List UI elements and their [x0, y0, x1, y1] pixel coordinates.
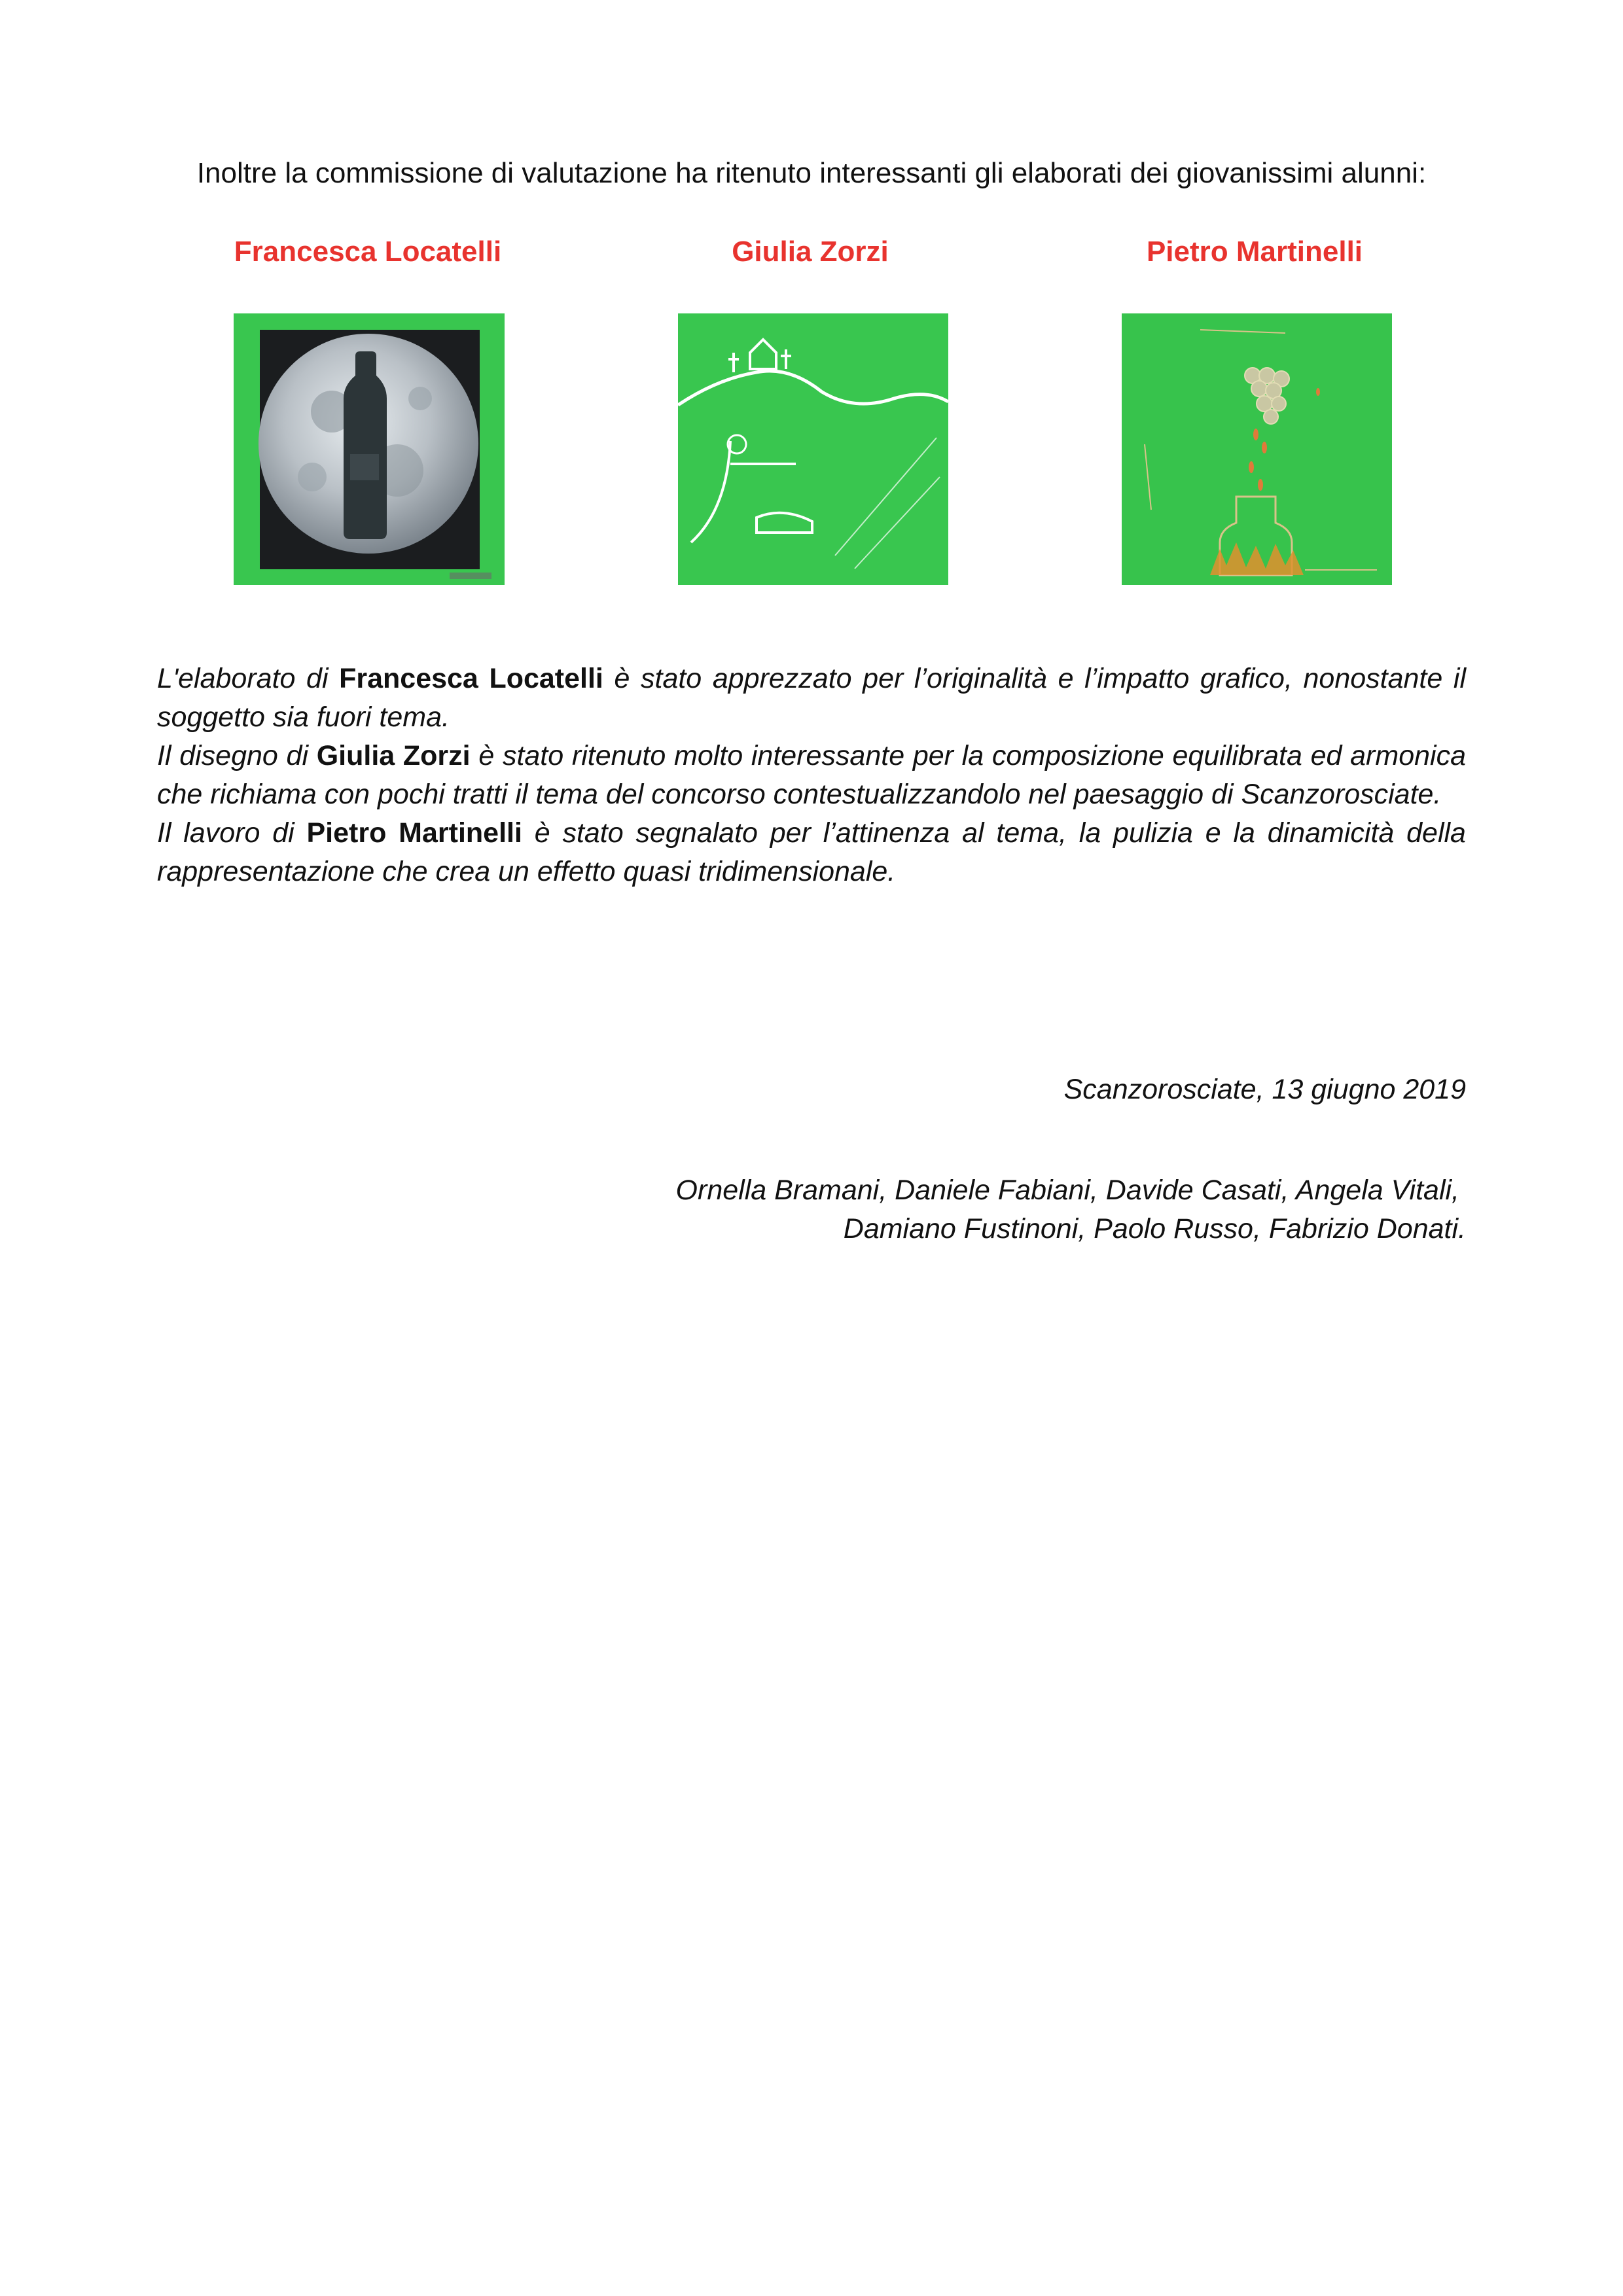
artwork-moon-bottle [234, 313, 505, 585]
student-name-bold: Francesca Locatelli [339, 663, 603, 694]
artwork-hill-landscape [678, 313, 948, 585]
student-name-bold: Pietro Martinelli [306, 817, 522, 849]
artwork-grape-still [1122, 313, 1392, 585]
place-date: Scanzorosciate, 13 giugno 2019 [1063, 1074, 1466, 1105]
student-name-3: Pietro Martinelli [1146, 236, 1363, 268]
paragraph-body: è stato apprezzato per l’originalità e l’impatto grafico, nonostante il soggetto sia fuori tema. [157, 663, 1467, 733]
signatures [676, 1171, 1466, 1248]
student-name-1: Francesca Locatelli [234, 236, 502, 268]
signature-line-1: Ornella Bramani, Daniele Fabiani, Davide Casati, Angela Vitali, [675, 1174, 1459, 1206]
student-name-2: Giulia Zorzi [732, 236, 889, 268]
paragraph-locatelli [157, 660, 1466, 737]
paragraph-body: è stato ritenuto molto interessante per la composizione equilibrata ed armonica che richiama con pochi tratti il tema del concorso contestualizzandolo nel paesaggio di Scanzorosciate. [157, 740, 1466, 810]
intro-text: Inoltre la commissione di valutazione ha ritenuto interessanti gli elaborati dei giovanissimi alunni: [196, 157, 1427, 189]
paragraph-lead: L'elaborato di [157, 663, 340, 694]
student-name-bold: Giulia Zorzi [316, 740, 471, 771]
signature-line-2: Damiano Fustinoni, Paolo Russo, Fabrizio Donati. [843, 1213, 1466, 1245]
paragraph-zorzi [157, 737, 1466, 814]
paragraph-lead: Il lavoro di [157, 817, 307, 849]
paragraph-body: è stato segnalato per l’attinenza al tema, la pulizia e la dinamicità della rappresentazione che crea un effetto quasi tridimensionale. [157, 817, 1466, 887]
paragraph-martinelli [157, 814, 1466, 891]
paragraph-lead: Il disegno di [157, 740, 317, 771]
evaluation-text [157, 660, 1466, 891]
